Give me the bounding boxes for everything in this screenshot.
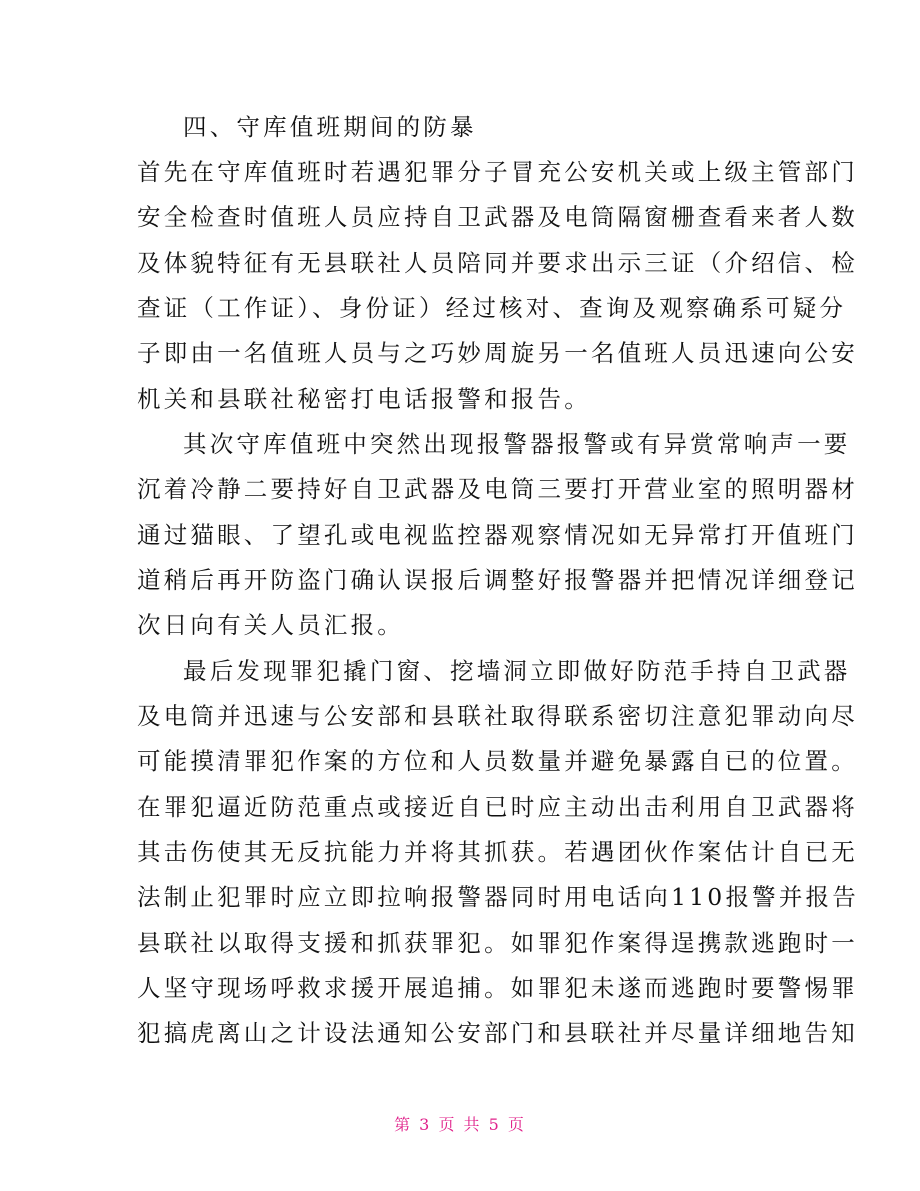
paragraph-line: 次日向有关人员汇报。	[137, 611, 404, 639]
paragraph-line: 其次守库值班中突然出现报警器报警或有异赏常响声一要	[183, 430, 851, 458]
paragraph-line: 查证（工作证）、身份证）经过核对、查询及观察确系可疑分	[137, 294, 847, 322]
paragraph-line: 机关和县联社秘密打电话报警和报告。	[137, 385, 591, 413]
paragraph-line: 通过猫眼、了望孔或电视监控器观察情况如无异常打开值班门	[137, 521, 858, 549]
paragraph-line: 县联社以取得支援和抓获罪犯。如罪犯作案得逞携款逃跑时一	[137, 929, 858, 957]
paragraph-line: 法制止犯罪时应立即拉响报警器同时用电话向110报警并报告	[137, 883, 859, 911]
paragraph-line: 犯搞虎离山之计设法通知公安部门和县联社并尽量详细地告知	[137, 1019, 858, 1047]
paragraph-line: 其击伤使其无反抗能力并将其抓获。若遇团伙作案估计自已无	[137, 838, 858, 866]
section-heading: 四、守库值班期间的防暴	[183, 113, 477, 141]
paragraph-line: 道稍后再开防盗门确认误报后调整好报警器并把情况详细登记	[137, 566, 858, 594]
paragraph-line: 及电筒并迅速与公安部和县联社取得联系密切注意犯罪动向尽	[137, 702, 858, 730]
paragraph-line: 可能摸清罪犯作案的方位和人员数量并避免暴露自已的位置。	[137, 747, 858, 775]
page-number-footer: 第 3 页 共 5 页	[394, 1115, 526, 1134]
paragraph-line: 子即由一名值班人员与之巧妙周旋另一名值班人员迅速向公安	[137, 339, 858, 367]
paragraph-line: 沉着冷静二要持好自卫武器及电筒三要打开营业室的照明器材	[137, 475, 858, 503]
paragraph-line: 人坚守现场呼救求援开展追捕。如罪犯未遂而逃跑时要警惕罪	[137, 974, 858, 1002]
paragraph-line: 在罪犯逼近防范重点或接近自已时应主动出击利用自卫武器将	[137, 793, 858, 821]
paragraph-line: 最后发现罪犯撬门窗、挖墙洞立即做好防范手持自卫武器	[183, 657, 851, 685]
paragraph-line: 安全检查时值班人员应持自卫武器及电筒隔窗栅查看来者人数	[137, 203, 858, 231]
paragraph-line: 及体貌特征有无县联社人员陪同并要求出示三证（介绍信、检	[137, 249, 858, 277]
paragraph-line: 首先在守库值班时若遇犯罪分子冒充公安机关或上级主管部门	[137, 158, 858, 186]
